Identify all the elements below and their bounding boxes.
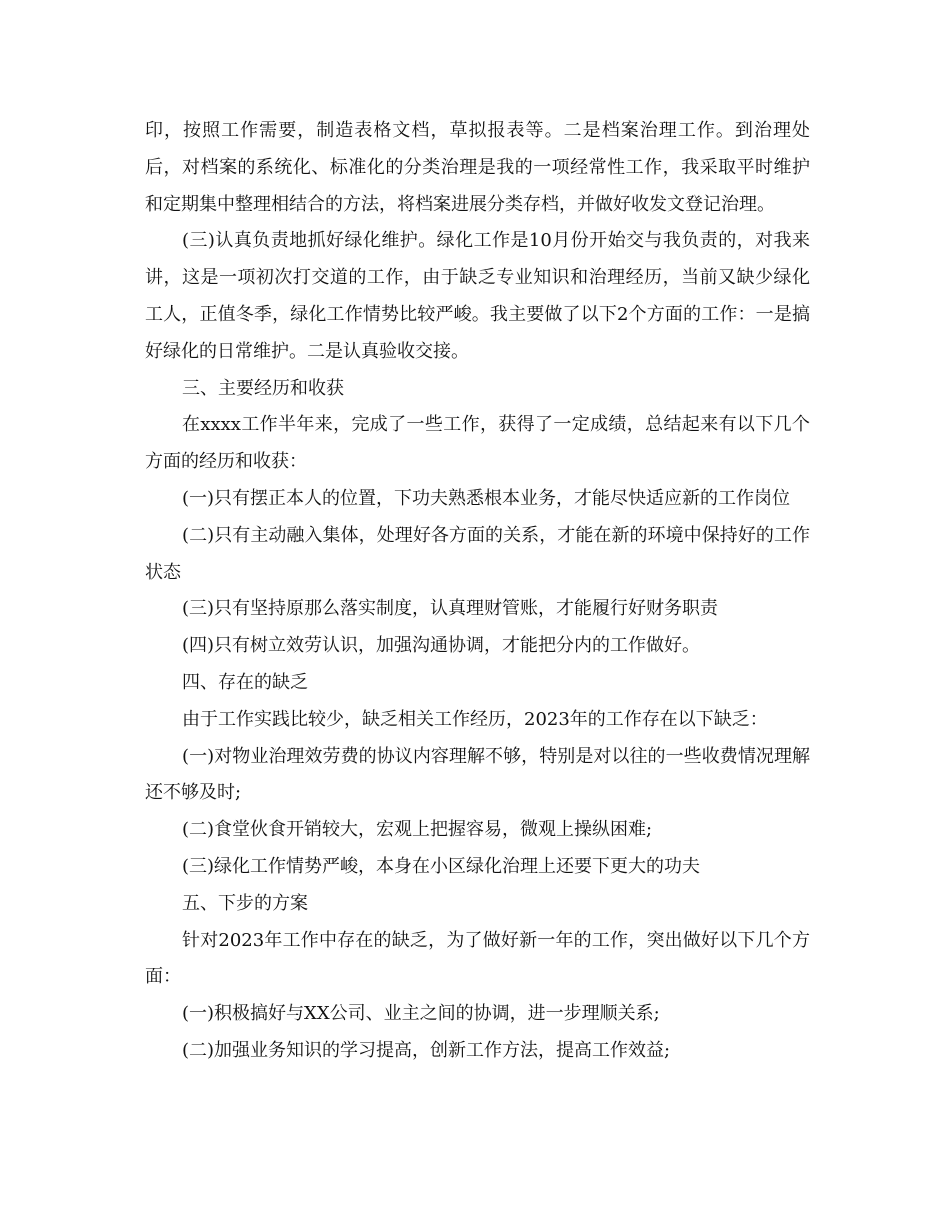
paragraph-next-plan-intro: 针对2023年工作中存在的缺乏，为了做好新一年的工作，突出做好以下几个方面：	[145, 929, 810, 988]
paragraph-greening-maintenance: (三)认真负责地抓好绿化维护。绿化工作是10月份开始交与我负责的，对我来讲，这是一项初次打交道的工作，由于缺乏专业知识和治理经历，当前又缺少绿化工人，正值冬季，绿化工作情势比较严峻。我主要做了以下2个方面的工作：一是搞好绿化的日常维护。二是认真验收交接。	[145, 230, 810, 362]
document-body	[145, 113, 810, 1070]
list-item-experience-3: (三)只有坚持原那么落实制度，认真理财管账，才能履行好财务职责	[182, 598, 719, 620]
list-item-experience-4: (四)只有树立效劳认识，加强沟通协调，才能把分内的工作做好。	[182, 635, 701, 657]
list-item-shortcoming-3: (三)绿化工作情势严峻，本身在小区绿化治理上还要下更大的功夫	[182, 855, 701, 877]
list-item-plan-1: (一)积极搞好与XX公司、业主之间的协调，进一步理顺关系;	[182, 1003, 660, 1025]
list-item-plan-2: (二)加强业务知识的学习提高，创新工作方法，提高工作效益;	[182, 1039, 671, 1061]
section-heading-shortcomings: 四、存在的缺乏	[182, 671, 308, 693]
list-item-shortcoming-2: (二)食堂伙食开销较大，宏观上把握容易，微观上操纵困难;	[182, 819, 653, 841]
list-item-experience-2: (二)只有主动融入集体，处理好各方面的关系，才能在新的环境中保持好的工作状态	[145, 524, 810, 583]
section-heading-next-plan: 五、下步的方案	[182, 892, 308, 914]
paragraph-shortcomings-intro: 由于工作实践比较少，缺乏相关工作经历，2023年的工作存在以下缺乏：	[182, 708, 768, 730]
paragraph-experience-intro: 在xxxx工作半年来，完成了一些工作，获得了一定成绩，总结起来有以下几个方面的经历和收获：	[145, 414, 810, 473]
list-item-shortcoming-1: (一)对物业治理效劳费的协议内容理解不够，特别是对以往的一些收费情况理解还不够及时;	[145, 745, 810, 804]
paragraph-archive-work: 印，按照工作需要，制造表格文档，草拟报表等。二是档案治理工作。到治理处后，对档案的系统化、标准化的分类治理是我的一项经常性工作，我采取平时维护和定期集中整理相结合的方法，将档案进展分类存档，并做好收发文登记治理。	[145, 120, 810, 215]
section-heading-experience: 三、主要经历和收获	[182, 377, 344, 399]
list-item-experience-1: (一)只有摆正本人的位置，下功夫熟悉根本业务，才能尽快适应新的工作岗位	[182, 487, 791, 509]
